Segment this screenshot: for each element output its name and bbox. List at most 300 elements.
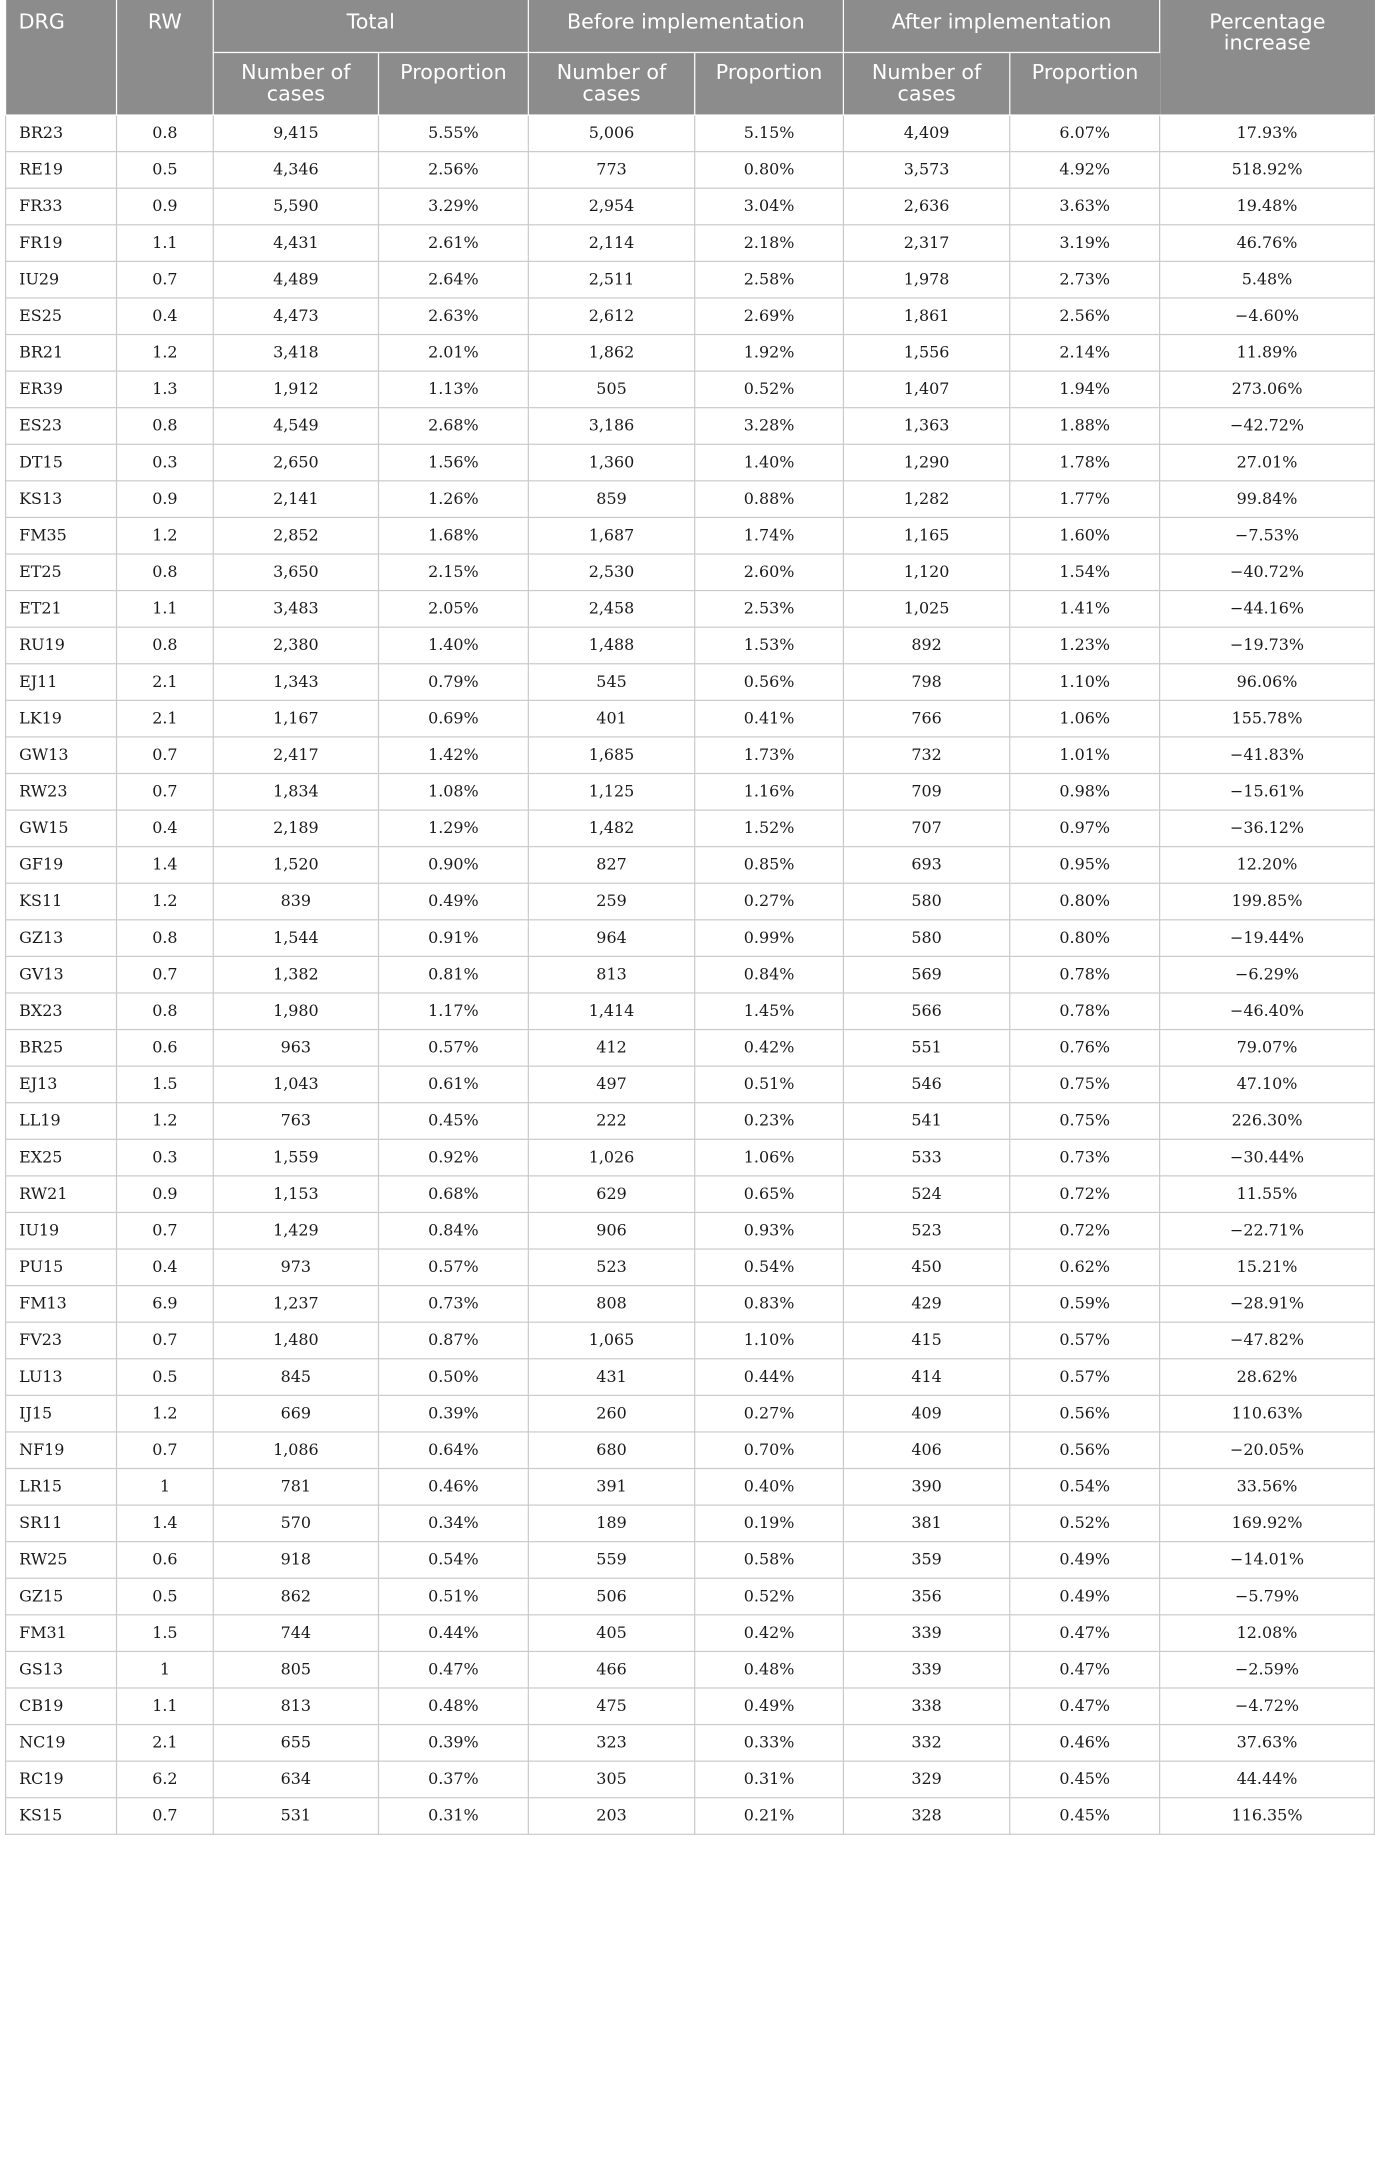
table-cell: 0.97% <box>1010 809 1160 846</box>
table-cell: 1.1 <box>117 1687 214 1724</box>
table-cell: 1,043 <box>213 1066 378 1103</box>
table-row <box>6 1797 1375 1834</box>
table-cell: 1.40% <box>378 627 528 664</box>
table-row <box>6 846 1375 883</box>
table-row <box>6 956 1375 993</box>
table-cell: 0.64% <box>378 1431 528 1468</box>
table-cell: 1,120 <box>843 553 1009 590</box>
table-cell: 2.56% <box>378 151 528 188</box>
col-total-cases: Number of cases <box>213 52 378 115</box>
table-cell: 1.4 <box>117 846 214 883</box>
table-cell: 169.92% <box>1160 1504 1375 1541</box>
table-cell: BX23 <box>6 992 117 1029</box>
table-cell: 0.42% <box>695 1614 844 1651</box>
table-cell: 518.92% <box>1160 151 1375 188</box>
table-cell: 1,343 <box>213 663 378 700</box>
table-cell: 0.5 <box>117 1358 214 1395</box>
table-cell: 0.92% <box>378 1139 528 1176</box>
table-cell: NF19 <box>6 1431 117 1468</box>
table-cell: 11.55% <box>1160 1175 1375 1212</box>
table-cell: −4.72% <box>1160 1687 1375 1724</box>
table-cell: 1,065 <box>528 1322 694 1359</box>
table-cell: 0.8 <box>117 114 214 151</box>
table-cell: 1.1 <box>117 590 214 627</box>
table-cell: 2.01% <box>378 334 528 371</box>
table-cell: 1,407 <box>843 371 1009 408</box>
table-cell: −20.05% <box>1160 1431 1375 1468</box>
table-row <box>6 1687 1375 1724</box>
table-cell: 323 <box>528 1724 694 1761</box>
table-cell: 0.56% <box>1010 1431 1160 1468</box>
table-cell: 9,415 <box>213 114 378 151</box>
table-row <box>6 151 1375 188</box>
table-row <box>6 114 1375 151</box>
table-cell: 918 <box>213 1541 378 1578</box>
col-after-proportion: Proportion <box>1010 52 1160 115</box>
table-row <box>6 1358 1375 1395</box>
table-row <box>6 1212 1375 1249</box>
table-cell: 4,431 <box>213 224 378 261</box>
table-cell: 973 <box>213 1248 378 1285</box>
table-cell: 2.63% <box>378 297 528 334</box>
table-cell: LL19 <box>6 1102 117 1139</box>
table-cell: 1.88% <box>1010 407 1160 444</box>
table-cell: 1.60% <box>1010 517 1160 554</box>
table-cell: 1,153 <box>213 1175 378 1212</box>
table-row <box>6 1285 1375 1322</box>
table-cell: 5,006 <box>528 114 694 151</box>
table-cell: 1.10% <box>1010 663 1160 700</box>
table-cell: 0.7 <box>117 1322 214 1359</box>
table-cell: −19.73% <box>1160 627 1375 664</box>
table-cell: 15.21% <box>1160 1248 1375 1285</box>
table-cell: 1.01% <box>1010 736 1160 773</box>
table-cell: 0.3 <box>117 1139 214 1176</box>
table-row <box>6 1614 1375 1651</box>
table-cell: 199.85% <box>1160 883 1375 920</box>
table-cell: 523 <box>843 1212 1009 1249</box>
table-cell: 1,414 <box>528 992 694 1029</box>
table-cell: 1.2 <box>117 334 214 371</box>
table-row <box>6 1102 1375 1139</box>
table-cell: 1,556 <box>843 334 1009 371</box>
table-cell: 0.40% <box>695 1468 844 1505</box>
table-cell: 1.2 <box>117 1395 214 1432</box>
table-cell: 116.35% <box>1160 1797 1375 1834</box>
table-cell: 1,480 <box>213 1322 378 1359</box>
table-cell: −36.12% <box>1160 809 1375 846</box>
table-cell: 2,530 <box>528 553 694 590</box>
table-cell: 0.75% <box>1010 1102 1160 1139</box>
table-row <box>6 407 1375 444</box>
table-cell: 0.45% <box>1010 1761 1160 1798</box>
table-cell: 47.10% <box>1160 1066 1375 1103</box>
table-cell: 1.06% <box>695 1139 844 1176</box>
table-cell: 545 <box>528 663 694 700</box>
table-cell: 0.54% <box>378 1541 528 1578</box>
table-cell: 655 <box>213 1724 378 1761</box>
table-cell: 0.78% <box>1010 956 1160 993</box>
table-cell: 964 <box>528 919 694 956</box>
table-cell: 0.39% <box>378 1724 528 1761</box>
table-cell: 203 <box>528 1797 694 1834</box>
table-cell: 0.44% <box>378 1614 528 1651</box>
table-cell: 1.06% <box>1010 700 1160 737</box>
table-cell: ES25 <box>6 297 117 334</box>
table-cell: 0.84% <box>378 1212 528 1249</box>
table-cell: FR33 <box>6 188 117 225</box>
table-cell: 0.7 <box>117 1797 214 1834</box>
table-cell: 546 <box>843 1066 1009 1103</box>
table-cell: 0.45% <box>378 1102 528 1139</box>
table-cell: 1,290 <box>843 444 1009 481</box>
table-cell: GW13 <box>6 736 117 773</box>
table-cell: 4,489 <box>213 261 378 298</box>
table-cell: 1.23% <box>1010 627 1160 664</box>
table-cell: 414 <box>843 1358 1009 1395</box>
table-cell: 0.52% <box>1010 1504 1160 1541</box>
table-cell: 2.1 <box>117 663 214 700</box>
table-cell: 6.2 <box>117 1761 214 1798</box>
table-cell: 46.76% <box>1160 224 1375 261</box>
table-cell: 1.16% <box>695 773 844 810</box>
table-cell: 0.41% <box>695 700 844 737</box>
table-cell: 497 <box>528 1066 694 1103</box>
table-cell: 559 <box>528 1541 694 1578</box>
col-after-cases: Number of cases <box>843 52 1009 115</box>
table-body <box>6 114 1375 1833</box>
table-cell: 0.4 <box>117 809 214 846</box>
table-cell: 1,360 <box>528 444 694 481</box>
table-cell: RC19 <box>6 1761 117 1798</box>
table-row <box>6 590 1375 627</box>
table-cell: GF19 <box>6 846 117 883</box>
table-cell: 0.31% <box>378 1797 528 1834</box>
table-cell: 1.5 <box>117 1614 214 1651</box>
table-cell: 1.40% <box>695 444 844 481</box>
table-cell: 0.7 <box>117 261 214 298</box>
table-cell: 813 <box>528 956 694 993</box>
table-cell: 405 <box>528 1614 694 1651</box>
table-cell: 260 <box>528 1395 694 1432</box>
table-cell: 1 <box>117 1468 214 1505</box>
table-cell: −47.82% <box>1160 1322 1375 1359</box>
table-cell: 273.06% <box>1160 371 1375 408</box>
table-cell: KS15 <box>6 1797 117 1834</box>
table-cell: 3.29% <box>378 188 528 225</box>
table-cell: 566 <box>843 992 1009 1029</box>
table-cell: 409 <box>843 1395 1009 1432</box>
table-cell: 6.9 <box>117 1285 214 1322</box>
table-cell: 1,026 <box>528 1139 694 1176</box>
table-cell: LR15 <box>6 1468 117 1505</box>
table-row <box>6 992 1375 1029</box>
table-cell: 1,559 <box>213 1139 378 1176</box>
table-row <box>6 700 1375 737</box>
table-row <box>6 1139 1375 1176</box>
table-cell: −14.01% <box>1160 1541 1375 1578</box>
table-cell: 391 <box>528 1468 694 1505</box>
table-cell: 0.54% <box>1010 1468 1160 1505</box>
table-cell: 732 <box>843 736 1009 773</box>
table-cell: 4.92% <box>1010 151 1160 188</box>
table-row <box>6 517 1375 554</box>
table-cell: 763 <box>213 1102 378 1139</box>
table-cell: 1,086 <box>213 1431 378 1468</box>
table-cell: 0.7 <box>117 956 214 993</box>
table-cell: 0.33% <box>695 1724 844 1761</box>
table-cell: 0.79% <box>378 663 528 700</box>
table-cell: 0.98% <box>1010 773 1160 810</box>
col-percentage-increase: Percentage increase <box>1160 0 1375 114</box>
table-cell: 329 <box>843 1761 1009 1798</box>
table-cell: IU29 <box>6 261 117 298</box>
table-cell: 0.49% <box>1010 1578 1160 1615</box>
table-row <box>6 1029 1375 1066</box>
table-cell: 28.62% <box>1160 1358 1375 1395</box>
table-cell: RU19 <box>6 627 117 664</box>
table-cell: 305 <box>528 1761 694 1798</box>
table-cell: GV13 <box>6 956 117 993</box>
table-row <box>6 773 1375 810</box>
table-cell: 2.68% <box>378 407 528 444</box>
table-cell: 1,165 <box>843 517 1009 554</box>
table-cell: 1,363 <box>843 407 1009 444</box>
table-cell: 0.4 <box>117 1248 214 1285</box>
table-cell: 96.06% <box>1160 663 1375 700</box>
table-cell: 506 <box>528 1578 694 1615</box>
table-cell: −22.71% <box>1160 1212 1375 1249</box>
table-cell: 406 <box>843 1431 1009 1468</box>
table-cell: 531 <box>213 1797 378 1834</box>
table-row <box>6 809 1375 846</box>
table-cell: NC19 <box>6 1724 117 1761</box>
table-cell: 892 <box>843 627 1009 664</box>
table-cell: 781 <box>213 1468 378 1505</box>
table-cell: 0.47% <box>1010 1614 1160 1651</box>
table-cell: 1.54% <box>1010 553 1160 590</box>
table-cell: 339 <box>843 1651 1009 1688</box>
table-cell: −42.72% <box>1160 407 1375 444</box>
table-cell: 0.72% <box>1010 1175 1160 1212</box>
table-cell: 475 <box>528 1687 694 1724</box>
table-cell: 0.8 <box>117 553 214 590</box>
table-cell: 0.65% <box>695 1175 844 1212</box>
table-row <box>6 1541 1375 1578</box>
table-cell: 0.56% <box>695 663 844 700</box>
table-cell: 0.45% <box>1010 1797 1160 1834</box>
table-cell: 37.63% <box>1160 1724 1375 1761</box>
table-cell: 0.56% <box>1010 1395 1160 1432</box>
table-row <box>6 297 1375 334</box>
table-row <box>6 553 1375 590</box>
table-cell: 1.13% <box>378 371 528 408</box>
table-cell: 1.08% <box>378 773 528 810</box>
table-cell: 0.48% <box>695 1651 844 1688</box>
table-cell: −40.72% <box>1160 553 1375 590</box>
table-row <box>6 261 1375 298</box>
table-cell: 707 <box>843 809 1009 846</box>
table-cell: 0.70% <box>695 1431 844 1468</box>
table-cell: 0.83% <box>695 1285 844 1322</box>
table-cell: 0.51% <box>695 1066 844 1103</box>
table-cell: 1.29% <box>378 809 528 846</box>
table-cell: 1,687 <box>528 517 694 554</box>
table-cell: 155.78% <box>1160 700 1375 737</box>
table-container <box>5 0 1374 1834</box>
table-cell: 0.44% <box>695 1358 844 1395</box>
table-cell: 1,834 <box>213 773 378 810</box>
table-cell: 0.47% <box>1010 1651 1160 1688</box>
drg-table <box>5 0 1375 1834</box>
table-cell: 0.76% <box>1010 1029 1160 1066</box>
table-cell: 0.37% <box>378 1761 528 1798</box>
table-cell: 569 <box>843 956 1009 993</box>
table-cell: FV23 <box>6 1322 117 1359</box>
table-cell: 0.80% <box>1010 883 1160 920</box>
table-cell: 1,912 <box>213 371 378 408</box>
table-cell: 4,409 <box>843 114 1009 151</box>
table-cell: 0.6 <box>117 1029 214 1066</box>
table-cell: 5.15% <box>695 114 844 151</box>
table-cell: −15.61% <box>1160 773 1375 810</box>
table-cell: 2.61% <box>378 224 528 261</box>
table-row <box>6 1468 1375 1505</box>
table-cell: LK19 <box>6 700 117 737</box>
table-cell: −4.60% <box>1160 297 1375 334</box>
table-cell: −5.79% <box>1160 1578 1375 1615</box>
table-cell: 2,954 <box>528 188 694 225</box>
table-row <box>6 371 1375 408</box>
table-cell: 0.62% <box>1010 1248 1160 1285</box>
table-cell: 1,282 <box>843 480 1009 517</box>
table-cell: 0.8 <box>117 992 214 1029</box>
table-cell: BR21 <box>6 334 117 371</box>
table-cell: 1,685 <box>528 736 694 773</box>
table-cell: 906 <box>528 1212 694 1249</box>
table-cell: CB19 <box>6 1687 117 1724</box>
table-cell: 3,186 <box>528 407 694 444</box>
table-cell: 2.64% <box>378 261 528 298</box>
table-cell: 0.7 <box>117 773 214 810</box>
table-cell: 524 <box>843 1175 1009 1212</box>
table-cell: 1.77% <box>1010 480 1160 517</box>
table-cell: 110.63% <box>1160 1395 1375 1432</box>
table-cell: 0.84% <box>695 956 844 993</box>
table-cell: 0.3 <box>117 444 214 481</box>
col-total-proportion: Proportion <box>378 52 528 115</box>
table-cell: 0.52% <box>695 371 844 408</box>
table-row <box>6 444 1375 481</box>
table-cell: 0.57% <box>1010 1358 1160 1395</box>
table-row <box>6 224 1375 261</box>
table-cell: 17.93% <box>1160 114 1375 151</box>
table-cell: 693 <box>843 846 1009 883</box>
table-cell: 1,980 <box>213 992 378 1029</box>
table-cell: 431 <box>528 1358 694 1395</box>
table-cell: 1,520 <box>213 846 378 883</box>
table-cell: 629 <box>528 1175 694 1212</box>
table-cell: 338 <box>843 1687 1009 1724</box>
table-cell: 0.47% <box>378 1651 528 1688</box>
table-cell: 0.87% <box>378 1322 528 1359</box>
table-cell: 1,237 <box>213 1285 378 1322</box>
table-cell: 1.73% <box>695 736 844 773</box>
table-cell: IU19 <box>6 1212 117 1249</box>
table-cell: 541 <box>843 1102 1009 1139</box>
table-cell: 0.95% <box>1010 846 1160 883</box>
table-cell: 2,141 <box>213 480 378 517</box>
table-cell: 1.42% <box>378 736 528 773</box>
table-cell: 6.07% <box>1010 114 1160 151</box>
table-cell: ER39 <box>6 371 117 408</box>
table-cell: 773 <box>528 151 694 188</box>
table-cell: 0.73% <box>1010 1139 1160 1176</box>
table-cell: 744 <box>213 1614 378 1651</box>
table-cell: FR19 <box>6 224 117 261</box>
table-cell: 0.21% <box>695 1797 844 1834</box>
col-before-proportion: Proportion <box>695 52 844 115</box>
table-cell: 2.56% <box>1010 297 1160 334</box>
table-cell: 33.56% <box>1160 1468 1375 1505</box>
table-cell: IJ15 <box>6 1395 117 1432</box>
table-cell: KS13 <box>6 480 117 517</box>
table-cell: 2,511 <box>528 261 694 298</box>
table-row <box>6 1395 1375 1432</box>
table-cell: RE19 <box>6 151 117 188</box>
table-cell: 401 <box>528 700 694 737</box>
table-cell: 0.48% <box>378 1687 528 1724</box>
table-cell: 1.52% <box>695 809 844 846</box>
table-cell: 4,549 <box>213 407 378 444</box>
table-cell: 2.1 <box>117 1724 214 1761</box>
table-cell: 3,418 <box>213 334 378 371</box>
table-cell: 1.53% <box>695 627 844 664</box>
table-cell: 1,429 <box>213 1212 378 1249</box>
table-cell: 2.18% <box>695 224 844 261</box>
table-cell: −19.44% <box>1160 919 1375 956</box>
table-cell: 1,025 <box>843 590 1009 627</box>
table-cell: 533 <box>843 1139 1009 1176</box>
table-cell: 0.49% <box>378 883 528 920</box>
table-cell: 709 <box>843 773 1009 810</box>
table-cell: 2.1 <box>117 700 214 737</box>
table-cell: 2,189 <box>213 809 378 846</box>
table-row <box>6 1651 1375 1688</box>
table-row <box>6 1175 1375 1212</box>
table-cell: 2.53% <box>695 590 844 627</box>
table-cell: 1,482 <box>528 809 694 846</box>
table-cell: 0.9 <box>117 188 214 225</box>
table-cell: −46.40% <box>1160 992 1375 1029</box>
table-cell: 0.47% <box>1010 1687 1160 1724</box>
table-row <box>6 1322 1375 1359</box>
table-cell: 415 <box>843 1322 1009 1359</box>
table-cell: 2,380 <box>213 627 378 664</box>
table-cell: 226.30% <box>1160 1102 1375 1139</box>
table-cell: EJ11 <box>6 663 117 700</box>
table-cell: 0.57% <box>1010 1322 1160 1359</box>
table-cell: 3.63% <box>1010 188 1160 225</box>
table-cell: 0.8 <box>117 627 214 664</box>
table-cell: 11.89% <box>1160 334 1375 371</box>
table-cell: 1,544 <box>213 919 378 956</box>
table-cell: 1.41% <box>1010 590 1160 627</box>
table-cell: 2.73% <box>1010 261 1160 298</box>
table-cell: PU15 <box>6 1248 117 1285</box>
col-rw: RW <box>117 0 214 114</box>
table-cell: 845 <box>213 1358 378 1395</box>
